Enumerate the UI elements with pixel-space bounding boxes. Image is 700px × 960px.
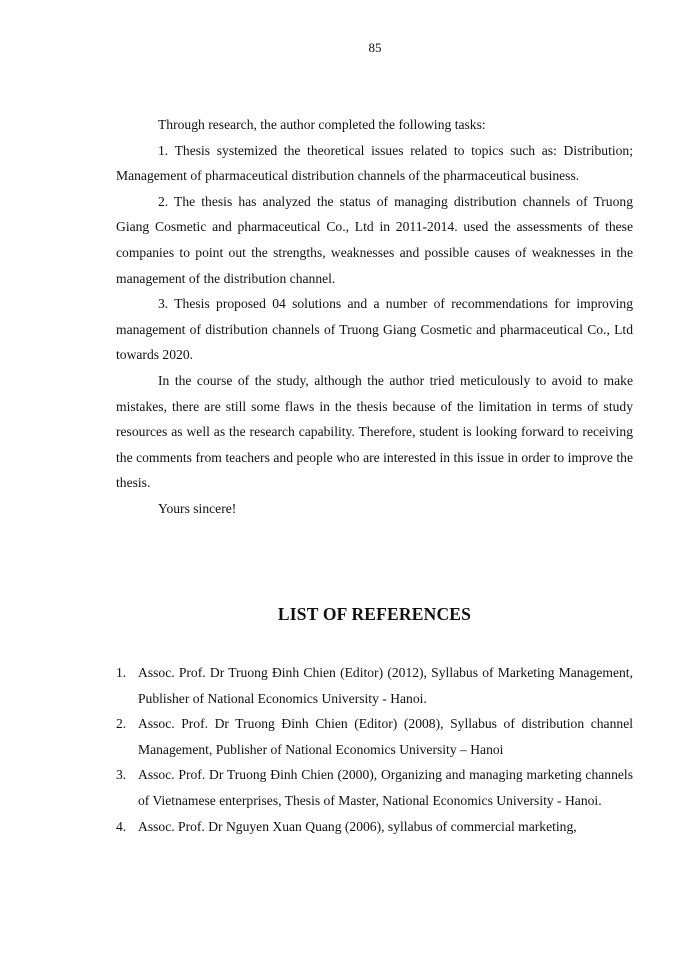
paragraph-closing: Yours sincere! [158,500,237,516]
reference-text: Assoc. Prof. Dr Truong Đinh Chien (Editor) (2008), Syllabus of distribution channel Management, Publisher of National Economics University – Hanoi [138,716,633,757]
reference-number: 4. [116,818,127,834]
reference-text: Assoc. Prof. Dr Nguyen Xuan Quang (2006), syllabus of commercial marketing, [138,818,577,834]
reference-text: Assoc. Prof. Dr Truong Đinh Chien (Editor) (2012), Syllabus of Marketing Management, Publisher of National Economics University - Hanoi. [138,665,633,706]
paragraph-task-1: 1. Thesis systemized the theoretical issues related to topics such as: Distribution; Management of pharmaceutical distribution channels of the pharmaceutical business. [116,142,633,184]
reference-text: Assoc. Prof. Dr Truong Đinh Chien (2000), Organizing and managing marketing channels of Vietnamese enterprises, Thesis of Master, National Economics University - Hanoi. [138,767,633,808]
paragraph-intro: Through research, the author completed the following tasks: [158,117,486,132]
reference-number: 2. [116,716,127,732]
paragraph-task-2: 2. The thesis has analyzed the status of managing distribution channels of Truong Giang Cosmetic and pharmaceutical Co., Ltd in 2011-2014. used the assessments of these companies to point out the strengths, weaknesses and possible causes of weaknesses in the management of the distribution channel. [116,193,633,286]
reference-number: 1. [116,665,127,680]
reference-item [116,660,633,711]
reference-item [116,814,633,840]
references-list [116,660,633,839]
reference-item [116,762,633,813]
reference-item [116,711,633,762]
page-number: 85 [368,40,382,55]
reference-number: 3. [116,767,127,783]
paragraph-task-3: 3. Thesis proposed 04 solutions and a number of recommendations for improving management of distribution channels of Truong Giang Cosmetic and pharmaceutical Co., Ltd towards 2020. [116,296,633,363]
references-heading: LIST OF REFERENCES [277,604,472,624]
conclusion-body [116,112,633,522]
paragraph-limitations: In the course of the study, although the author tried meticulously to avoid to make mistakes, there are still some flaws in the thesis because of the limitation in terms of study resources as well as the research capability. Therefore, student is looking forward to receiving the comments from teachers and people who are interested in this issue in order to improve the thesis. [116,372,633,491]
